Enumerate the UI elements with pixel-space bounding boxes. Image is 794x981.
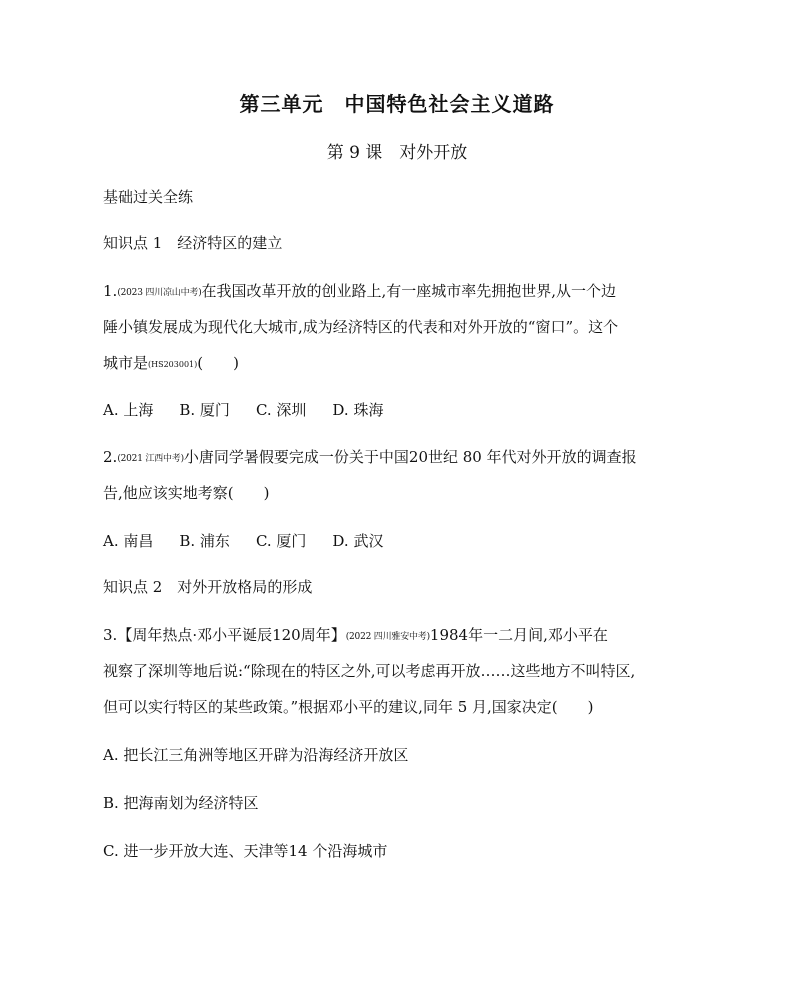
question-3-source: (2022 四川雅安中考) [345,632,430,642]
section-heading: 基础过关全练 [103,188,194,206]
question-2-option-d[interactable]: D. 武汉 [332,532,384,550]
question-1-code: (HS203001) [148,360,198,369]
question-1-number: 1. [103,282,118,300]
question-2-option-b[interactable]: B. 浦东 [179,532,230,550]
question-1-text-1: 在我国改革开放的创业路上,有一座城市率先拥抱世界,从一个边 [201,282,617,300]
question-2-line-2: 告,他应该实地考察( ) [103,484,270,502]
question-1-option-b[interactable]: B. 厦门 [179,401,230,419]
question-3-option-a[interactable]: A. 把长江三角洲等地区开辟为沿海经济开放区 [103,746,409,764]
question-1-line-1 [103,281,616,303]
unit-title: 第三单元 中国特色社会主义道路 [239,92,555,116]
question-3-option-c[interactable]: C. 进一步开放大连、天津等14 个沿海城市 [103,842,388,860]
question-3-line-3: 但可以实行特区的某些政策。”根据邓小平的建议,同年 5 月,国家决定( ) [103,698,594,716]
question-2-options [103,531,383,551]
question-1-text-3: 城市是 [103,354,149,372]
question-1-blank: ( ) [197,354,239,372]
question-3-text-1: 1984年一二月间,邓小平在 [429,626,608,644]
question-1-line-2: 陲小镇发展成为现代化大城市,成为经济特区的代表和对外开放的“窗口”。这个 [103,318,619,336]
question-1-option-c[interactable]: C. 深圳 [255,401,307,419]
question-1-option-d[interactable]: D. 珠海 [332,401,384,419]
question-2-source: (2021 江西中考) [117,454,184,464]
question-2-text-1: 小唐同学暑假要完成一份关于中国20世纪 80 年代对外开放的调查报 [183,448,637,466]
question-2-number: 2. [103,448,118,466]
question-3-option-b[interactable]: B. 把海南划为经济特区 [103,794,259,812]
question-2-option-a[interactable]: A. 南昌 [103,532,154,550]
question-1-line-3 [103,353,239,375]
knowledge-point-2: 知识点 2 对外开放格局的形成 [103,578,313,596]
question-3-number: 3. [103,626,118,644]
question-2-option-c[interactable]: C. 厦门 [255,532,307,550]
question-3-line-2: 视察了深圳等地后说:“除现在的特区之外,可以考虑再开放……这些地方不叫特区, [103,662,636,680]
question-1-option-a[interactable]: A. 上海 [103,401,154,419]
knowledge-point-1: 知识点 1 经济特区的建立 [103,234,283,252]
question-3-tag: 【周年热点·邓小平诞辰120周年】 [117,626,346,644]
question-1-options [103,400,383,420]
question-3-line-1 [103,625,608,647]
lesson-title: 第 9 课 对外开放 [326,143,468,163]
question-2-line-1 [103,447,637,469]
question-1-source: (2023 四川凉山中考) [117,288,202,298]
